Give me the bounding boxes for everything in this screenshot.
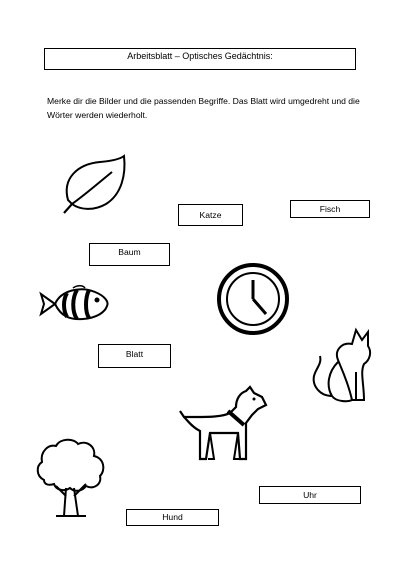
dog-icon xyxy=(174,385,272,463)
instructions-text: Merke dir die Bilder und die passenden Begriffe. Das Blatt wird umgedreht und die Wörter werden wiederholt. xyxy=(47,96,360,120)
worksheet-title xyxy=(44,48,356,70)
label-hund xyxy=(126,509,219,526)
cat-icon xyxy=(308,322,374,404)
label-uhr-text: Uhr xyxy=(303,490,317,500)
clock-icon xyxy=(216,262,290,336)
label-blatt-text: Blatt xyxy=(125,349,144,359)
label-uhr xyxy=(259,486,361,504)
label-baum xyxy=(89,243,170,266)
label-fisch xyxy=(290,200,370,218)
label-katze-text: Katze xyxy=(199,210,222,220)
label-baum-text: Baum xyxy=(118,247,141,257)
leaf-icon xyxy=(60,154,130,216)
label-blatt xyxy=(98,344,171,368)
worksheet-title-text: Arbeitsblatt – Optisches Gedächtnis: xyxy=(127,51,273,61)
label-katze xyxy=(178,204,243,226)
label-hund-text: Hund xyxy=(162,512,183,522)
tree-icon xyxy=(34,436,108,520)
fish-icon xyxy=(37,284,109,324)
label-fisch-text: Fisch xyxy=(319,204,341,214)
